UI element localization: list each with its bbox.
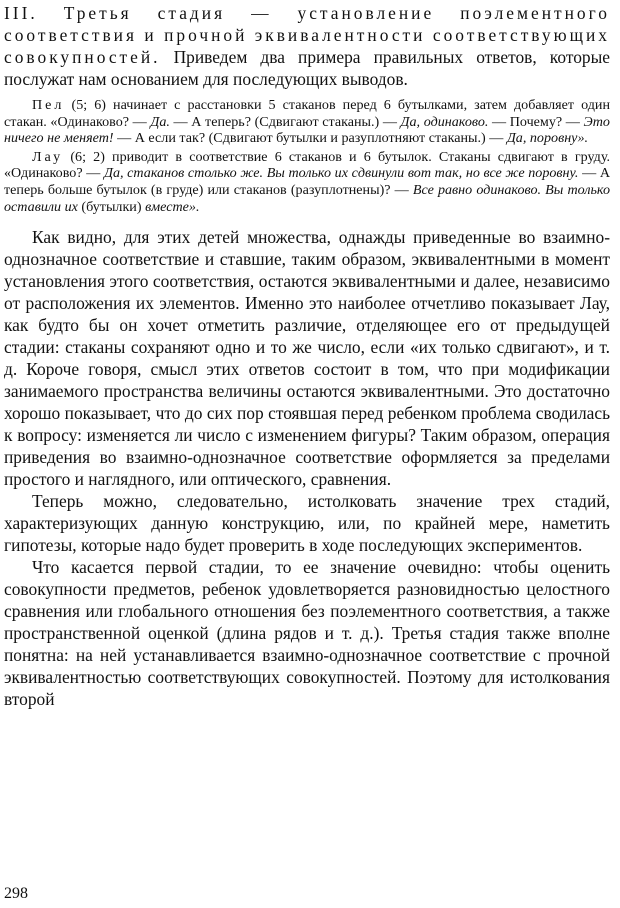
example-lau	[4, 149, 610, 215]
child-answer: Да, поровну».	[506, 130, 589, 147]
example-pel	[4, 97, 610, 147]
child-answer: Это ничего не меняет!	[4, 113, 610, 147]
child-name: Лау	[32, 148, 64, 165]
paragraph: Теперь можно, следовательно, истолковать значение трех стадий, характеризующих данную конструкцию, или, по крайней мере, наметить гипотезы, которые надо будет проверить в ходе последующих экспериментов.	[4, 491, 610, 556]
child-answer: Да, одинаково.	[400, 113, 489, 130]
example-text: (6; 2) приводит в соответствие 6 стаканов и 6 бутылок. Стаканы сдвигают в груду. «Одинаково? —	[4, 148, 610, 182]
paragraph: Как видно, для этих детей множества, однажды приведенные во взаимно-однозначное соответствие и ставшие, таким образом, эквивалентными в момент установления этого соответствия, остаются эквивалентными и далее, независимо от расположения их элементов. Именно это наиболее отчетливо показывает Лау, как будто бы он хочет отметить различие, отделяющее его от предыдущей стадии: стаканы сохраняют одно и то же число, если «их только сдвигают», и т. д. Короче говоря, смысл этих ответов состоит в том, что при модификации занимаемого пространства величины остаются эквивалентными. Это достаточно хорошо показывает, что до сих пор стоявшая перед ребенком проблема сводилась к вопросу: изменяется ли число с изменением фигуры? Таким образом, операция приведения во взаимно-однозначное соответствие оформляется за пределами простого и наглядного, или оптического, сравнения.	[4, 227, 610, 490]
heading-continuation: Приведем два примера правильных ответов, которые послужат нам основанием для последующих выводов.	[4, 47, 610, 89]
paragraph: Что касается первой стадии, то ее значение очевидно: чтобы оценить совокупности предметов, ребенок удовлетворяется разновидностью целостного сравнения или глобального отношения без поэлементного соответствия, а также пространственной оценкой (длина рядов и т. д.). Третья стадия также вполне понятна: на ней устанавливается взаимно-однозначное соответствие с прочной эквивалентностью соответствующих совокупностей. Поэтому для истолкования второй	[4, 557, 610, 710]
child-name: Пел	[32, 97, 65, 113]
example-text: — А теперь? (Сдвигают стаканы.) —	[169, 113, 401, 130]
section-heading	[4, 2, 610, 90]
child-answer: Да.	[150, 113, 170, 130]
stage-title: III. Третья стадия — установление поэлементного соответствия и прочной эквивалентности соответствующих совокупностей.	[4, 3, 610, 67]
example-text: — А если так? (Сдвигают бутылки и разуплотняют стаканы.) —	[113, 130, 507, 147]
child-answer: вместе».	[145, 198, 200, 215]
example-text: (5; 6) начинает с расстановки 5 стаканов перед 6 бутылками, затем добавляет один стакан. «Одинаково? —	[4, 97, 610, 130]
example-text: — А теперь больше бутылок (в груде) или стаканов (разуплотнены)? —	[4, 165, 610, 198]
example-text: — Почему? —	[488, 113, 584, 130]
page-number: 298	[4, 885, 28, 902]
child-answer: Все равно одинаково. Вы только оставили их	[4, 181, 610, 215]
example-text: (бутылки)	[77, 198, 146, 215]
child-answer: Да, стаканов столько же. Вы только их сдвинули вот так, но все же поровну.	[103, 165, 579, 182]
